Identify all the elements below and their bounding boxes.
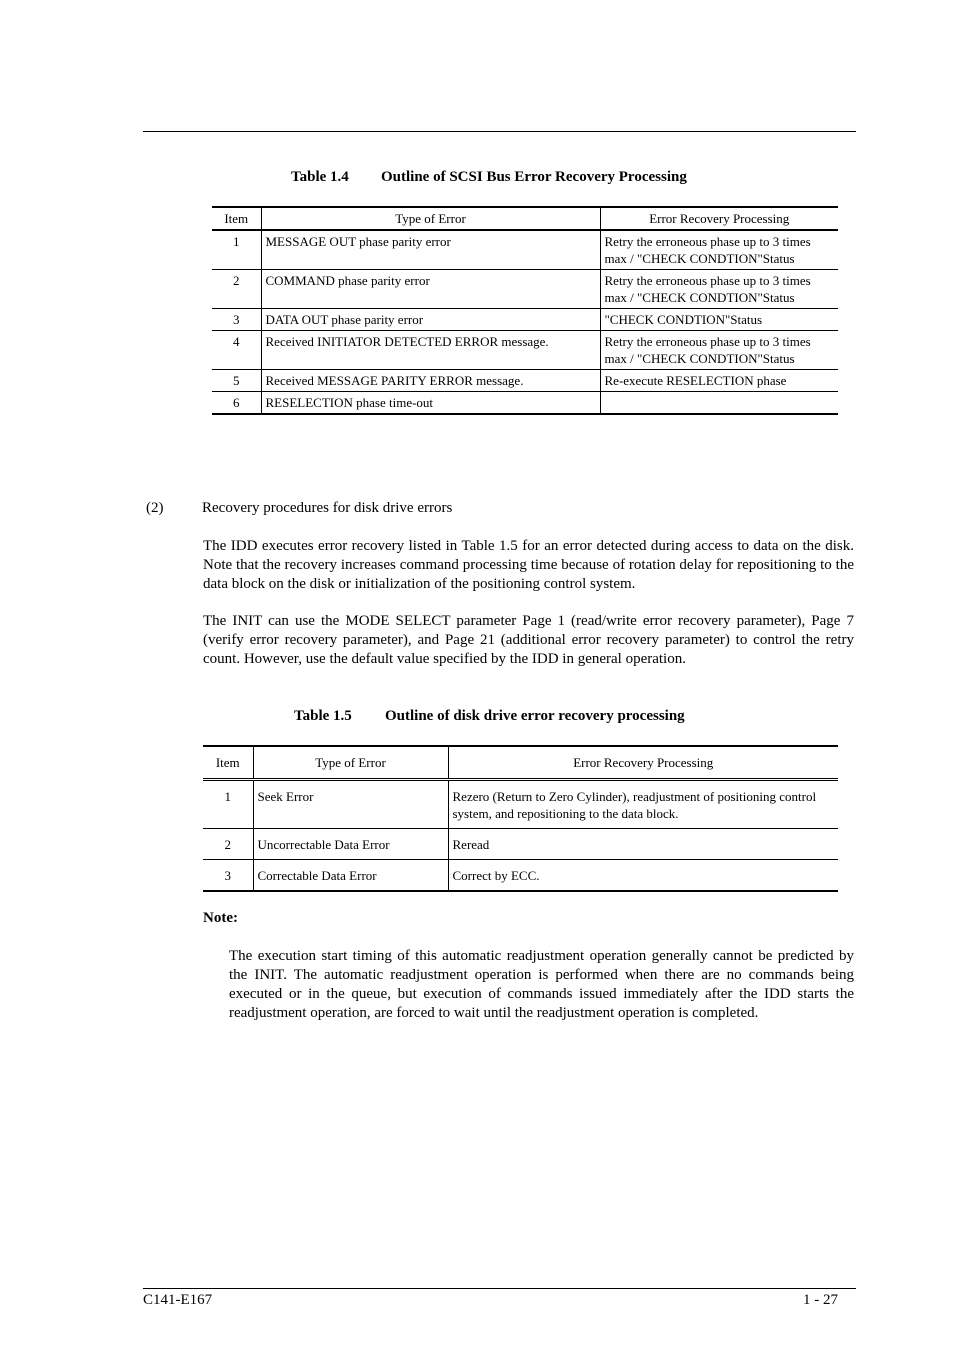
footer-doc-id: C141-E167	[143, 1292, 213, 1308]
cell-type: Correctable Data Error	[253, 860, 448, 892]
cell-type: Received MESSAGE PARITY ERROR message.	[261, 370, 600, 392]
cell-recovery: Re-execute RESELECTION phase	[600, 370, 838, 392]
table-row	[212, 392, 838, 415]
cell-recovery: Rezero (Return to Zero Cylinder), readjustment of positioning control system, and repositioning to the data block.	[448, 780, 838, 829]
header-type-of-error: Type of Error	[253, 746, 448, 780]
table-header-row	[203, 746, 838, 780]
cell-type: MESSAGE OUT phase parity error	[261, 230, 600, 270]
cell-item: 1	[212, 230, 261, 270]
header-item: Item	[212, 207, 261, 230]
table-1-5-title: Outline of disk drive error recovery processing	[385, 708, 685, 724]
header-error-recovery: Error Recovery Processing	[448, 746, 838, 780]
section-heading: Recovery procedures for disk drive errors	[202, 500, 453, 516]
table-row	[212, 270, 838, 309]
note-label: Note:	[203, 910, 238, 926]
cell-recovery: Retry the erroneous phase up to 3 times max / "CHECK CONDTION"Status	[600, 331, 838, 370]
paragraph-2: The INIT can use the MODE SELECT parameter Page 1 (read/write error recovery parameter), Page 7 (verify error recovery parameter), and Page 21 (additional error recovery parameter) to control the retry count. However, use the default value specified by the IDD in general operation.	[203, 613, 854, 667]
table-1-5-caption	[294, 708, 685, 725]
paragraph-1: The IDD executes error recovery listed in Table 1.5 for an error detected during access to data on the disk. Note that the recovery increases command processing time because of rotation delay for repositioning to the data block on the disk or initialization of the positioning control system.	[203, 538, 854, 592]
cell-item: 5	[212, 370, 261, 392]
table-row	[212, 309, 838, 331]
cell-item: 6	[212, 392, 261, 415]
table-row	[212, 331, 838, 370]
cell-recovery: Retry the erroneous phase up to 3 times max / "CHECK CONDTION"Status	[600, 230, 838, 270]
table-1-4-title: Outline of SCSI Bus Error Recovery Processing	[381, 169, 687, 185]
cell-type: Uncorrectable Data Error	[253, 829, 448, 860]
cell-item: 2	[212, 270, 261, 309]
cell-item: 4	[212, 331, 261, 370]
cell-recovery: Reread	[448, 829, 838, 860]
cell-recovery: Retry the erroneous phase up to 3 times max / "CHECK CONDTION"Status	[600, 270, 838, 309]
table-row	[212, 370, 838, 392]
table-row	[203, 860, 838, 892]
cell-type: Received INITIATOR DETECTED ERROR message.	[261, 331, 600, 370]
note-text: The execution start timing of this automatic readjustment operation generally cannot be predicted by the INIT. The automatic readjustment operation is performed when there are no commands being executed or in the queue, but execution of commands issued immediately after the IDD starts the readjustment operation, are forced to wait until the readjustment operation is completed.	[229, 948, 854, 1021]
cell-type: DATA OUT phase parity error	[261, 309, 600, 331]
cell-type: RESELECTION phase time-out	[261, 392, 600, 415]
cell-recovery: "CHECK CONDTION"Status	[600, 309, 838, 331]
cell-item: 1	[203, 780, 253, 829]
table-1-4	[212, 206, 838, 415]
header-rule	[143, 131, 856, 132]
cell-type: Seek Error	[253, 780, 448, 829]
table-1-4-caption	[291, 169, 687, 186]
header-error-recovery: Error Recovery Processing	[600, 207, 838, 230]
table-1-4-number: Table 1.4	[291, 169, 349, 185]
cell-item: 3	[203, 860, 253, 892]
table-row	[203, 829, 838, 860]
section-number: (2)	[146, 500, 164, 516]
table-row	[203, 780, 838, 829]
table-1-5	[203, 745, 838, 892]
header-type-of-error: Type of Error	[261, 207, 600, 230]
cell-item: 2	[203, 829, 253, 860]
table-header-row	[212, 207, 838, 230]
cell-recovery: Correct by ECC.	[448, 860, 838, 892]
table-row	[212, 230, 838, 270]
cell-recovery	[600, 392, 838, 415]
cell-type: COMMAND phase parity error	[261, 270, 600, 309]
footer-rule	[143, 1288, 856, 1289]
header-item: Item	[203, 746, 253, 780]
footer-page-number: 1 - 27	[803, 1292, 838, 1308]
cell-item: 3	[212, 309, 261, 331]
table-1-5-number: Table 1.5	[294, 708, 352, 724]
